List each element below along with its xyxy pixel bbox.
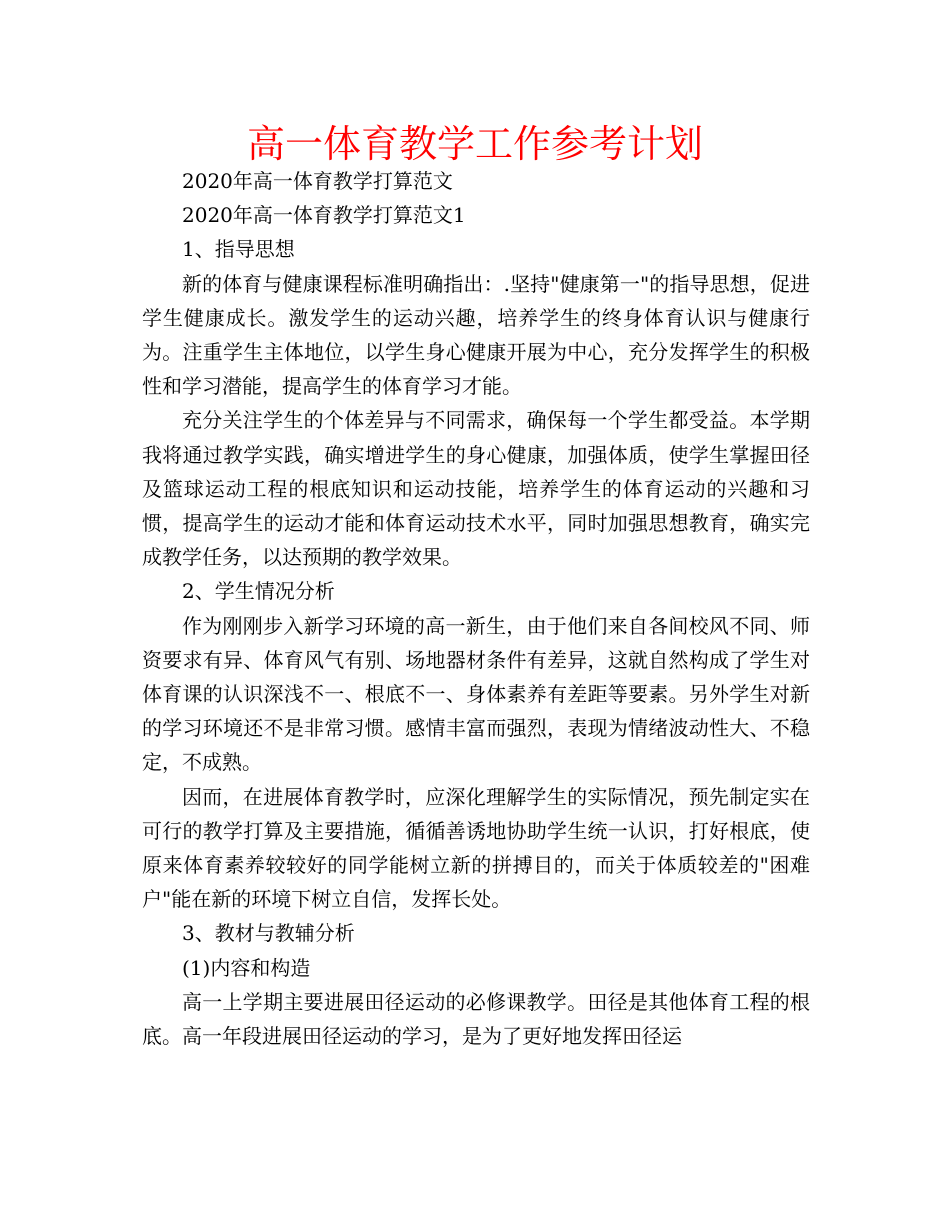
section-heading: 1、指导思想 [182, 237, 295, 262]
document-title: 高一体育教学工作参考计划 [246, 122, 703, 166]
body-paragraph: 新的体育与健康课程标准明确指出：.坚持"健康第一"的指导思想，促进学生健康成长。激发学生的运动兴趣，培养学生的终身体育认识与健康行为。注重学生主体地位，以学生身心健康开展为中心，充分发挥学生的积极性和学习潜能，提高学生的体育学习才能。 [142, 271, 810, 399]
section-heading: 3、教材与教辅分析 [182, 921, 355, 946]
subtitle-line: 2020年高一体育教学打算范文 [182, 169, 453, 193]
body-paragraph: 充分关注学生的个体差异与不同需求，确保每一个学生都受益。本学期我将通过教学实践，确实增进学生的身心健康，加强体质，使学生掌握田径及篮球运动工程的根底知识和运动技能，培养学生的体育运动的兴趣和习惯，提高学生的运动才能和体育运动技术水平，同时加强思想教育，确实完成教学任务，以达预期的教学效果。 [142, 408, 810, 570]
subtitle-line: 2020年高一体育教学打算范文1 [182, 203, 466, 228]
body-paragraph: 作为刚刚步入新学习环境的高一新生，由于他们来自各间校风不同、师资要求有异、体育风气有别、场地器材条件有差异，这就自然构成了学生对体育课的认识深浅不一、根底不一、身体素养有差距等要素。另外学生对新的学习环境还不是非常习惯。感情丰富而强烈，表现为情绪波动性大、不稳定，不成熟。 [142, 613, 810, 775]
subsection-heading: (1)内容和构造 [182, 955, 311, 980]
section-heading: 2、学生情况分析 [182, 579, 335, 604]
body-paragraph: 高一上学期主要进展田径运动的必修课教学。田径是其他体育工程的根底。高一年段进展田径运动的学习，是为了更好地发挥田径运 [142, 989, 810, 1049]
document-body [142, 164, 810, 1053]
body-paragraph: 因而，在进展体育教学时，应深化理解学生的实际情况，预先制定实在可行的教学打算及主要措施，循循善诱地协助学生统一认识，打好根底，使原来体育素养较较好的同学能树立新的拼搏目的，而关于体质较差的"困难户"能在新的环境下树立自信，发挥长处。 [142, 784, 810, 912]
